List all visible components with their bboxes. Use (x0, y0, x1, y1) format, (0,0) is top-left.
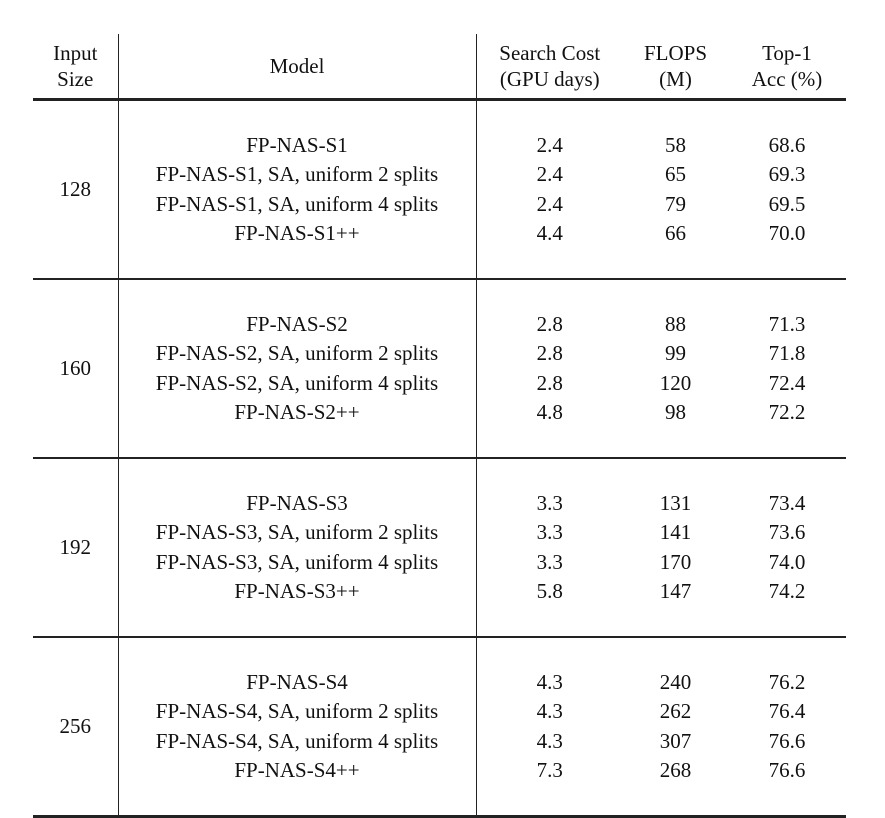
acc-cell: 74.2 (768, 579, 806, 604)
flops-cell: 79 (665, 191, 686, 216)
flops-cell: 240 (659, 669, 692, 694)
search-cost-cell: 2.4 (536, 132, 563, 157)
header-flops-line2: (M) (659, 67, 692, 91)
acc-cell: 76.2 (768, 669, 806, 694)
table-row (33, 131, 846, 161)
flops-cell: 147 (659, 579, 692, 604)
table-row (33, 577, 846, 607)
search-cost-cell: 3.3 (536, 490, 563, 515)
input-size-cell: 192 (33, 489, 118, 607)
search-cost-cell: 4.4 (536, 221, 563, 246)
flops-cell: 66 (665, 221, 686, 246)
model-cell: FP-NAS-S4, SA, uniform 2 splits (118, 697, 476, 727)
model-cell: FP-NAS-S3 (118, 489, 476, 519)
table-row (33, 160, 846, 190)
results-table (33, 34, 846, 818)
search-cost-cell: 4.3 (536, 728, 563, 753)
model-cell: FP-NAS-S3, SA, uniform 4 splits (118, 548, 476, 578)
acc-cell: 73.4 (768, 490, 806, 515)
input-size-cell: 128 (33, 131, 118, 249)
acc-cell: 73.6 (768, 520, 806, 545)
flops-cell: 131 (659, 490, 692, 515)
table-row (33, 219, 846, 249)
model-cell: FP-NAS-S2, SA, uniform 2 splits (118, 339, 476, 369)
model-cell: FP-NAS-S2 (118, 310, 476, 340)
header-flops (623, 34, 728, 100)
model-cell: FP-NAS-S4++ (118, 756, 476, 786)
header-input-size (33, 34, 118, 100)
table-group (33, 279, 846, 458)
acc-cell: 72.2 (768, 400, 806, 425)
model-cell: FP-NAS-S4, SA, uniform 4 splits (118, 727, 476, 757)
search-cost-cell: 4.3 (536, 669, 563, 694)
header-top1-acc (728, 34, 846, 100)
table-group (33, 458, 846, 637)
model-cell: FP-NAS-S2, SA, uniform 4 splits (118, 369, 476, 399)
table-row (33, 310, 846, 340)
flops-cell: 262 (659, 699, 692, 724)
search-cost-cell: 4.3 (536, 699, 563, 724)
table-row (33, 727, 846, 757)
table-group (33, 100, 846, 280)
table-row (33, 668, 846, 698)
acc-cell: 71.3 (768, 311, 806, 336)
table-row (33, 697, 846, 727)
acc-cell: 70.0 (768, 221, 806, 246)
table-group (33, 637, 846, 817)
table-row (33, 489, 846, 519)
search-cost-cell: 2.4 (536, 191, 563, 216)
model-cell: FP-NAS-S4 (118, 668, 476, 698)
search-cost-cell: 2.4 (536, 162, 563, 187)
input-size-cell: 160 (33, 310, 118, 428)
table-row (33, 190, 846, 220)
table-row (33, 339, 846, 369)
acc-cell: 69.5 (768, 191, 806, 216)
header-input-size-line1: Input (53, 41, 98, 65)
flops-cell: 65 (665, 162, 686, 187)
model-cell: FP-NAS-S1 (118, 131, 476, 161)
flops-cell: 170 (659, 549, 692, 574)
model-cell: FP-NAS-S1, SA, uniform 2 splits (118, 160, 476, 190)
flops-cell: 268 (659, 758, 692, 783)
acc-cell: 72.4 (768, 370, 806, 395)
header-search-cost (476, 34, 623, 100)
flops-cell: 120 (659, 370, 692, 395)
flops-cell: 307 (659, 728, 692, 753)
acc-cell: 76.4 (768, 699, 806, 724)
header-top1-line1: Top-1 (762, 41, 812, 65)
flops-cell: 98 (665, 400, 686, 425)
flops-cell: 58 (665, 132, 686, 157)
table-row (33, 756, 846, 786)
model-cell: FP-NAS-S3, SA, uniform 2 splits (118, 518, 476, 548)
header-flops-line1: FLOPS (643, 41, 708, 65)
header-input-size-line2: Size (57, 67, 94, 91)
header-top1-line2: Acc (%) (751, 67, 823, 91)
flops-cell: 141 (659, 520, 692, 545)
acc-cell: 68.6 (768, 132, 806, 157)
acc-cell: 69.3 (768, 162, 806, 187)
search-cost-cell: 3.3 (536, 520, 563, 545)
search-cost-cell: 2.8 (536, 370, 563, 395)
model-cell: FP-NAS-S2++ (118, 398, 476, 428)
table-row (33, 518, 846, 548)
input-size-cell: 256 (33, 668, 118, 786)
acc-cell: 76.6 (768, 728, 806, 753)
search-cost-cell: 2.8 (536, 341, 563, 366)
acc-cell: 71.8 (768, 341, 806, 366)
header-search-cost-line1: Search Cost (499, 41, 601, 65)
flops-cell: 99 (665, 341, 686, 366)
flops-cell: 88 (665, 311, 686, 336)
table-row (33, 369, 846, 399)
search-cost-cell: 4.8 (536, 400, 563, 425)
header-search-cost-line2: (GPU days) (499, 67, 600, 91)
table-header (33, 34, 846, 100)
model-cell: FP-NAS-S1++ (118, 219, 476, 249)
search-cost-cell: 5.8 (536, 579, 563, 604)
table-row (33, 548, 846, 578)
table-row (33, 398, 846, 428)
search-cost-cell: 7.3 (536, 758, 563, 783)
acc-cell: 76.6 (768, 758, 806, 783)
acc-cell: 74.0 (768, 549, 806, 574)
header-model: Model (118, 34, 476, 100)
model-cell: FP-NAS-S1, SA, uniform 4 splits (118, 190, 476, 220)
search-cost-cell: 2.8 (536, 311, 563, 336)
model-cell: FP-NAS-S3++ (118, 577, 476, 607)
search-cost-cell: 3.3 (536, 549, 563, 574)
